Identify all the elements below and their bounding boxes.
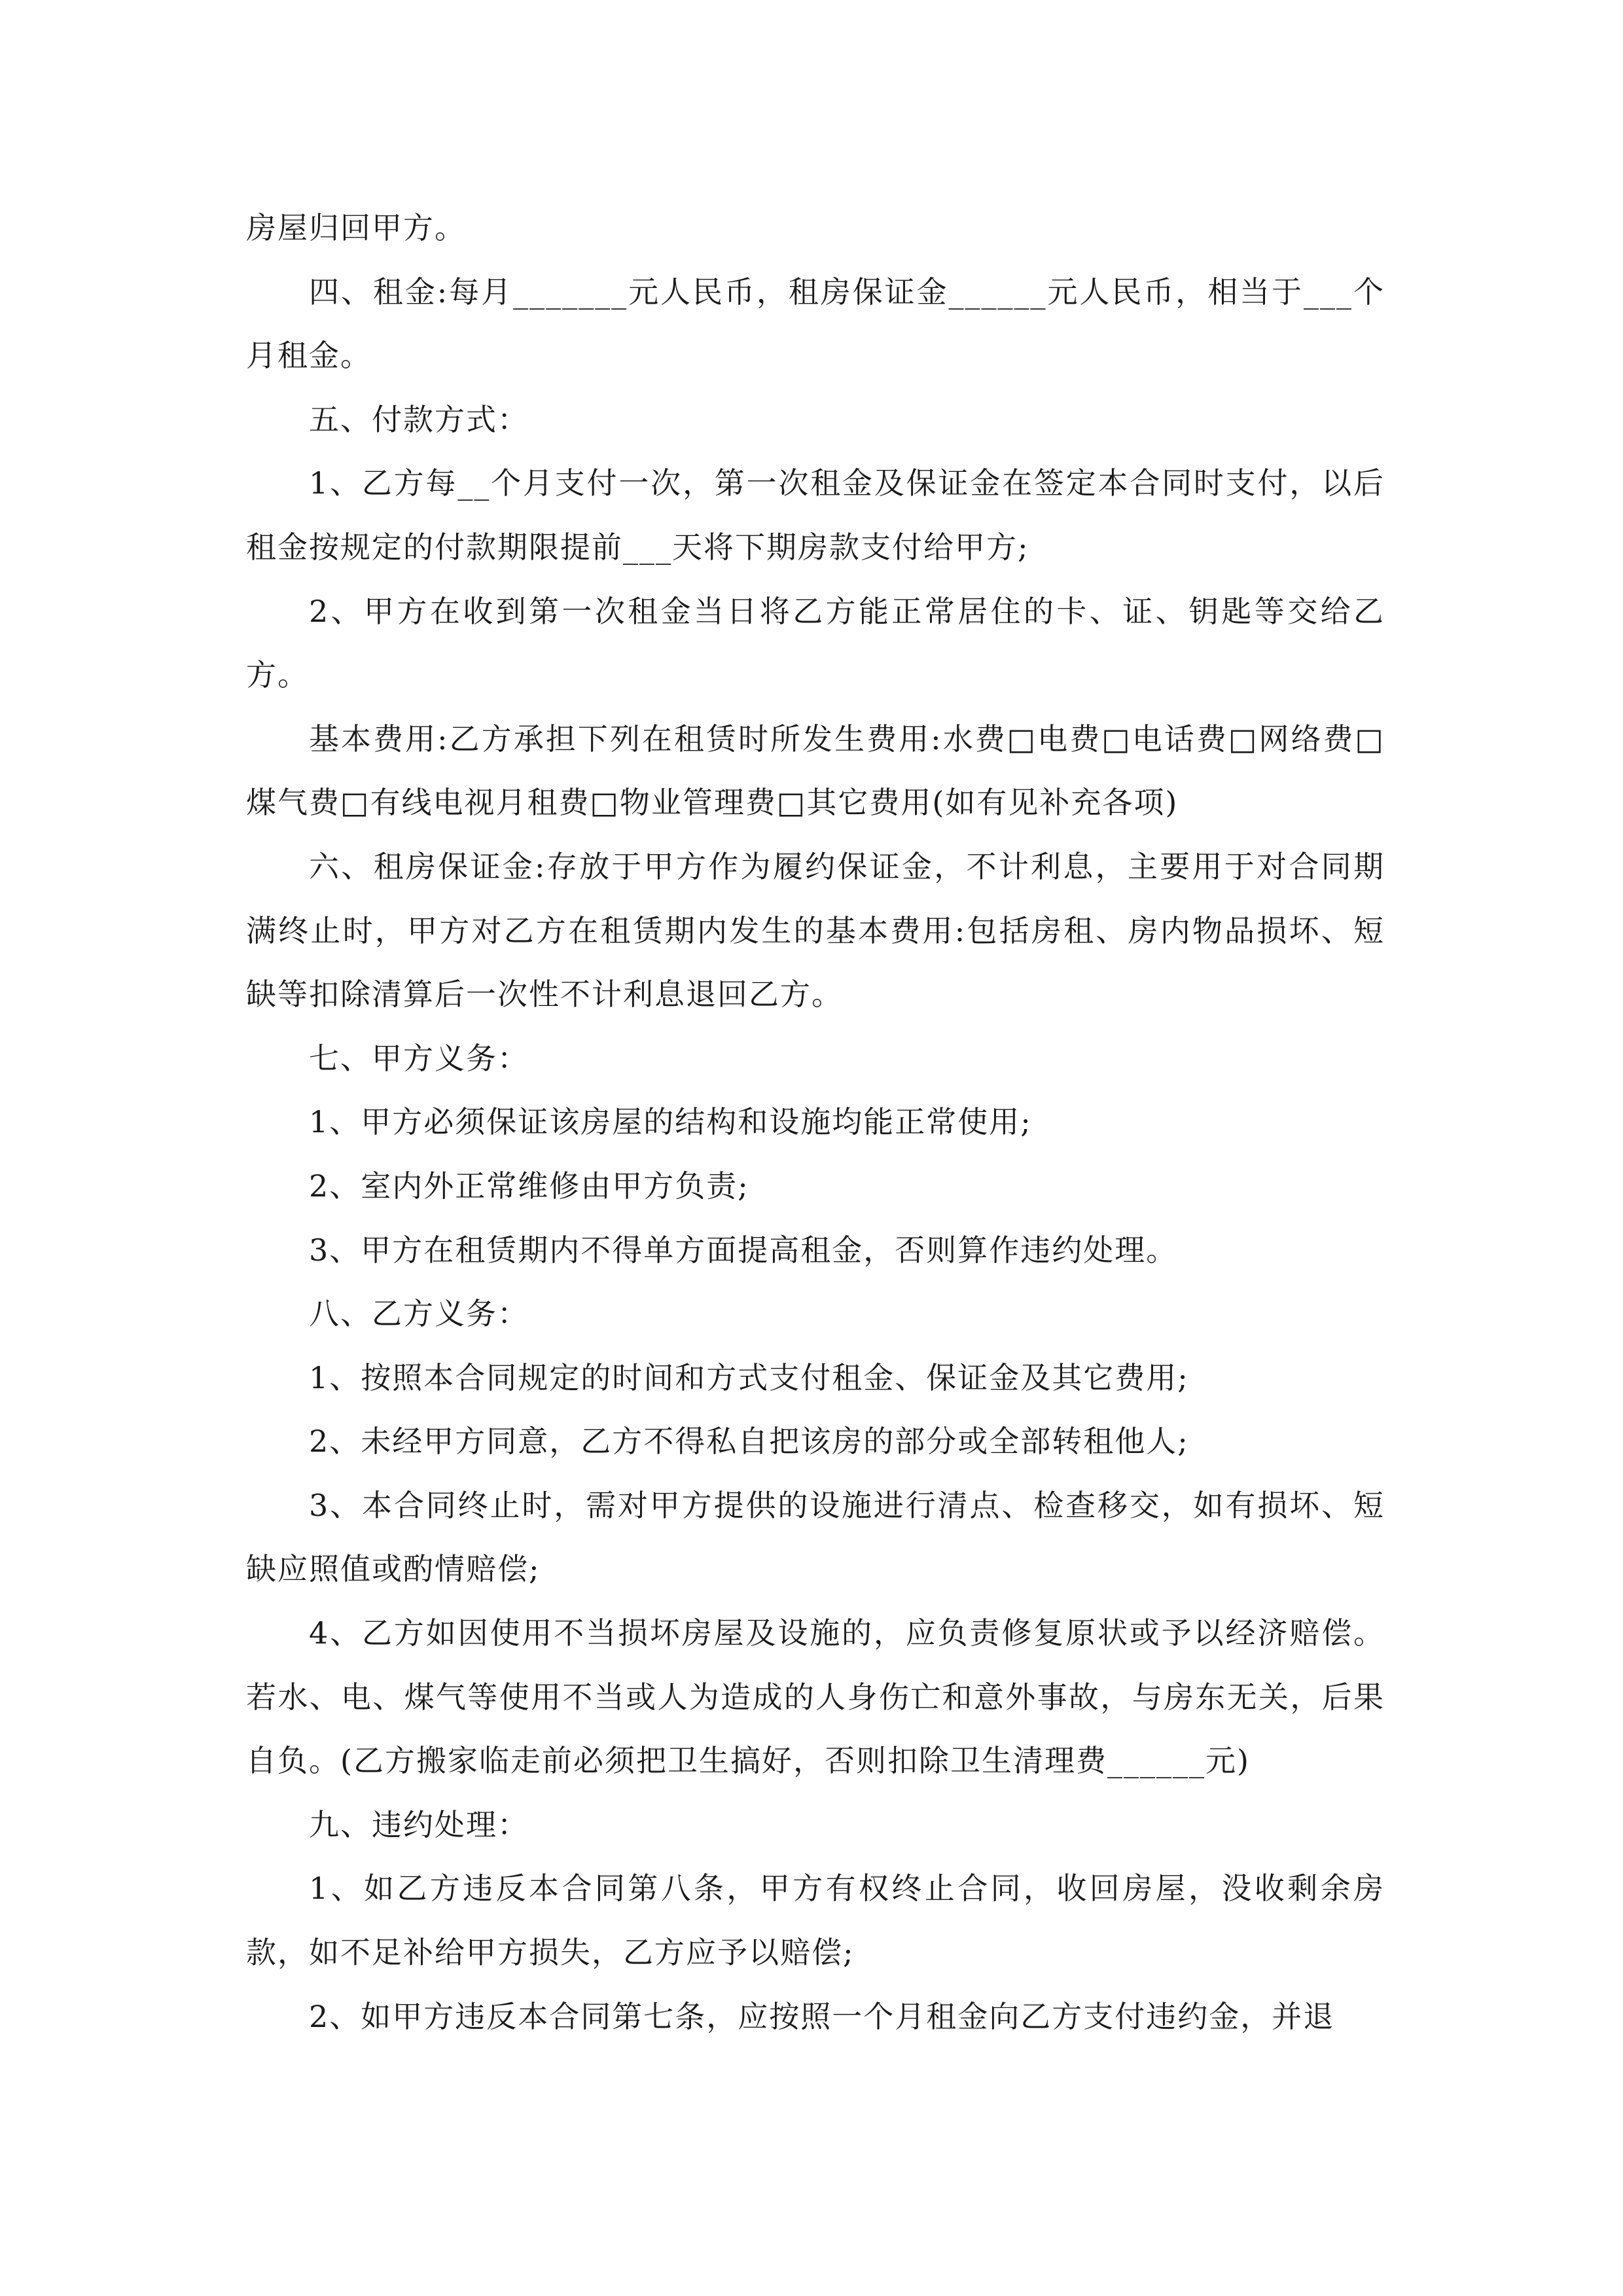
heading-breach: 九、违约处理： [309, 1806, 529, 1842]
heading-party-a-obligations: 七、甲方义务： [309, 1040, 529, 1076]
paragraph-party-a-1: 1、甲方必须保证该房屋的结构和设施均能正常使用; [309, 1104, 1032, 1140]
paragraph-payment-1: 1、乙方每__个月支付一次，第一次租金及保证金在签定本合同时支付，以后租金按规定的付款期限提前___天将下期房款支付给甲方; [246, 465, 1385, 565]
paragraph-return-house: 房屋归回甲方。 [246, 210, 466, 245]
heading-party-b-obligations: 八、乙方义务： [309, 1296, 529, 1332]
paragraph-party-a-3: 3、甲方在租赁期内不得单方面提高租金，否则算作违约处理。 [309, 1232, 1178, 1268]
paragraph-payment-2: 2、甲方在收到第一次租金当日将乙方能正常居住的卡、证、钥匙等交给乙方。 [246, 593, 1385, 693]
document-body [246, 196, 1385, 2049]
paragraph-rent: 四、租金:每月_______元人民币，租房保证金______元人民币，相当于___个月租金。 [246, 274, 1385, 374]
paragraph-breach-1: 1、如乙方违反本合同第八条，甲方有权终止合同，收回房屋，没收剩余房款，如不足补给甲方损失，乙方应予以赔偿; [246, 1871, 1385, 1971]
paragraph-basic-fees: 基本费用:乙方承担下列在租赁时所发生费用:水费□电费□电话费□网络费□煤气费□有线电视月租费□物业管理费□其它费用(如有见补充各项) [246, 721, 1385, 821]
paragraph-breach-2: 2、如甲方违反本合同第七条，应按照一个月租金向乙方支付违约金，并退 [309, 1998, 1335, 2034]
paragraph-party-b-4: 4、乙方如因使用不当损坏房屋及设施的，应负责修复原状或予以经济赔偿。若水、电、煤气等使用不当或人为造成的人身伤亡和意外事故，与房东无关，后果自负。(乙方搬家临走前必须把卫生搞好，否则扣除卫生清理费______元) [246, 1615, 1385, 1779]
paragraph-party-b-2: 2、未经甲方同意，乙方不得私自把该房的部分或全部转租他人; [309, 1424, 1189, 1460]
paragraph-party-a-2: 2、室内外正常维修由甲方负责; [309, 1168, 749, 1204]
paragraph-party-b-1: 1、按照本合同规定的时间和方式支付租金、保证金及其它费用; [309, 1359, 1189, 1395]
paragraph-party-b-3: 3、本合同终止时，需对甲方提供的设施进行清点、检查移交，如有损坏、短缺应照值或酌情赔偿; [246, 1487, 1385, 1587]
heading-payment-method: 五、付款方式： [309, 401, 529, 437]
paragraph-deposit: 六、租房保证金:存放于甲方作为履约保证金，不计利息，主要用于对合同期满终止时，甲方对乙方在租赁期内发生的基本费用:包括房租、房内物品损坏、短缺等扣除清算后一次性不计利息退回乙方。 [246, 848, 1385, 1013]
